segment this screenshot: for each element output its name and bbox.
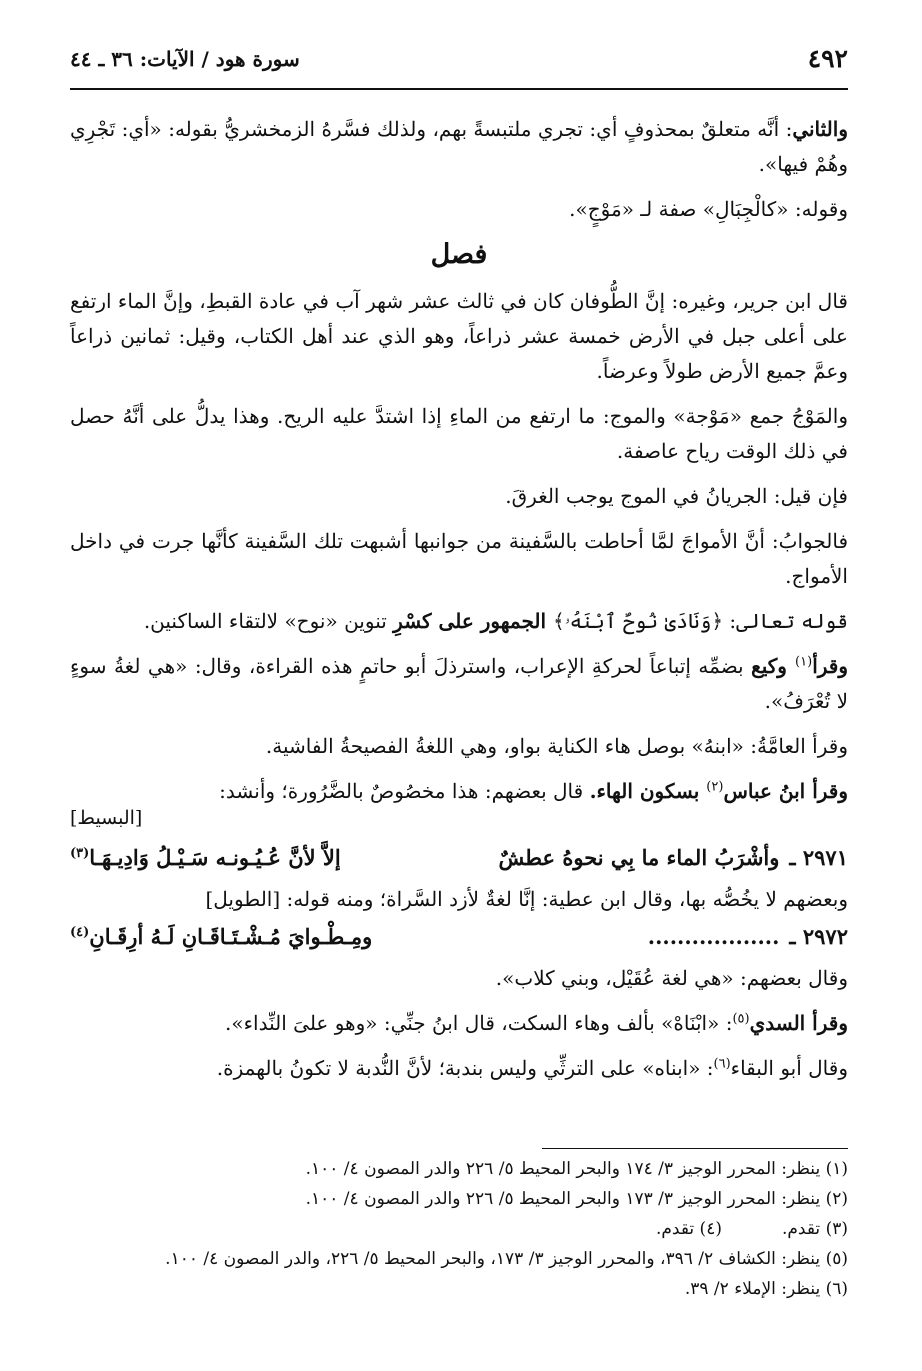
paragraph	[70, 1051, 848, 1086]
footnote	[70, 1216, 848, 1243]
bold-lead: والثاني	[792, 117, 848, 141]
poetry-verse	[70, 917, 848, 957]
verse-halves	[70, 917, 779, 957]
footnote: (٢) ينظر: المحرر الوجيز ٣/ ١٧٣ والبحر المحيط ٥/ ٢٢٦ والدر المصون ٤/ ١٠٠.	[305, 1189, 848, 1209]
verse-second-half	[70, 917, 372, 957]
footnotes	[70, 1156, 848, 1306]
header-rule	[70, 88, 848, 90]
footnote-text: (٣) تقدم.	[781, 1219, 848, 1239]
verse-first-half: وأشْرَبُ الماء ما بِي نحوهُ عطشٌ	[498, 845, 780, 870]
footnote: (٥) ينظر: الكشاف ٢/ ٣٩٦، والمحرر الوجيز ٣/ ١٧٣، والبحر المحيط ٥/ ٢٢٦، والدر المصون ٤/ ١٠٠.	[165, 1249, 848, 1269]
main-text	[70, 112, 848, 1096]
paragraph: فإن قيل: الجريانُ في الموج يوجب الغرقَ.	[505, 484, 848, 508]
running-title: سورة هود / الآيات: ٣٦ ـ ٤٤	[70, 47, 300, 71]
bold-phrase: الجمهور على كسْرِ	[393, 609, 554, 633]
meter-label: [البسيط]	[70, 807, 143, 829]
paragraph: والمَوْجُ جمع «مَوْجة» والموج: ما ارتفع من الماءِ إذا اشتدَّ عليه الريح. وهذا يدلُّ على أنَّهُ حصل في ذلك الوقت رياح عاصفة.	[70, 404, 848, 463]
bold-phrase: بسكون الهاء.	[589, 779, 707, 803]
paragraph: قال ابن جرير، وغيره: إنَّ الطُّوفان كان في ثالث عشر شهر آب في عادة القبطِ، وإنَّ الماء ارتفع على أعلى جبل في الأرض خمسة عشر ذراعاً، وهو الذي عند أهل الكتاب، وقيل: ثمانين ذراعاً وعمَّ جميع الأرض طولاً وعرضاً.	[70, 289, 848, 383]
section-heading: فصل	[430, 239, 488, 270]
verse-first-half: ..................	[647, 924, 780, 949]
paragraph	[70, 604, 848, 639]
paragraph	[70, 649, 848, 719]
paragraph: وقوله: «كالْجِبَالِ» صفة لـ «مَوْجٍ».	[569, 197, 848, 221]
footnote-ref: (٤)	[70, 925, 90, 940]
verse-second-half	[70, 838, 341, 878]
footnote-ref: (٥)	[732, 1011, 750, 1027]
verse-number: ٢٩٧١ ـ	[789, 845, 848, 870]
paragraph-text: : «ابناه» على الترثِّي وليس بندبة؛ لأنَّ النُّدبة لا تكونُ بالهمزة.	[216, 1056, 714, 1080]
verse-text: إلاَّ لأنَّ عُـيُـونـه سَـيْـلُ وَادِيـهَـا	[89, 845, 341, 870]
paragraph: فالجوابُ: أنَّ الأمواجَ لمَّا أحاطت بالسَّفينة من جوانبها أشبهت تلك السَّفينة كأنَّها جرت في داخل الأمواج.	[70, 529, 848, 588]
bold-lead: وقرأ	[812, 654, 848, 678]
footnote-ref: (٦)	[713, 1056, 731, 1072]
paragraph-text: قال بعضهم: هذا مخصُوصٌ بالضَّرُورة؛ وأنشد:	[219, 779, 590, 803]
paragraph-text: تنوين «نوح» لالتقاء الساكنين.	[143, 609, 394, 633]
footnote: (٦) ينظر: الإملاء ٢/ ٣٩.	[684, 1279, 848, 1299]
verse-number: ٢٩٧٢ ـ	[789, 924, 848, 949]
paragraph-text: : «ابْنَاهْ» بألف وهاء السكت، قال ابنُ جنِّي: «وهو علىَ النِّداء».	[225, 1011, 733, 1035]
footnote-ref: (٣)	[70, 846, 90, 861]
page-header	[70, 44, 848, 78]
paragraph: وقال بعضهم: «هي لغة عُقَيْل، وبني كلاب».	[495, 966, 848, 990]
paragraph-text: وقال أبو البقاء	[730, 1056, 848, 1080]
verse-text: ومِـطْـوايَ مُـشْـتَـاقَـانِ لَـهُ أرِقَـانِ	[89, 924, 373, 949]
page-number: ٤٩٢	[807, 44, 848, 73]
paragraph-text: : أنَّه متعلقٌ بمحذوفٍ أي: تجري ملتبسةً بهم، ولذلك فسَّرهُ الزمخشريُّ بقوله: «أي: تَجْرِي وهُمْ فيها».	[70, 117, 848, 176]
footnote-ref: (٢)	[706, 779, 724, 795]
footnote-text: (٤) تقدم.	[655, 1219, 722, 1239]
paragraph-text: بضمِّه إتباعاً لحركةِ الإعراب، واسترذلَ أبو حاتمٍ هذه القراءة، وقال: «هي لغةُ سوءٍ لا تُعْرَفُ».	[70, 654, 848, 713]
quran-quote: قوله تعالى: ﴿وَنَادَىٰ نُوحٌ ٱبْنَهُۥ﴾	[553, 609, 848, 633]
paragraph: وبعضهم لا يخُصُّه بها، وقال ابن عطية: إنَّا لغةٌ لأزد السَّراة؛ ومنه قوله: [الطويل]	[205, 887, 848, 911]
bold-lead: وقرأ السدي	[749, 1011, 848, 1035]
verse-halves	[70, 838, 779, 878]
footnote: (١) ينظر: المحرر الوجيز ٣/ ١٧٤ والبحر المحيط ٥/ ٢٢٦ والدر المصون ٤/ ١٠٠.	[305, 1159, 848, 1179]
paragraph	[70, 112, 848, 182]
poetry-verse	[70, 838, 848, 878]
bold-phrase: وكيع	[751, 654, 796, 678]
paragraph: وقرأ العامَّةُ: «ابنهُ» بوصل هاء الكناية بواو، وهي اللغةُ الفصيحةُ الفاشية.	[265, 734, 848, 758]
bold-lead: وقرأ ابنُ عباس	[723, 779, 848, 803]
paragraph	[70, 1006, 848, 1041]
footnote-rule	[542, 1148, 848, 1149]
footnote-ref: (١)	[795, 654, 813, 670]
